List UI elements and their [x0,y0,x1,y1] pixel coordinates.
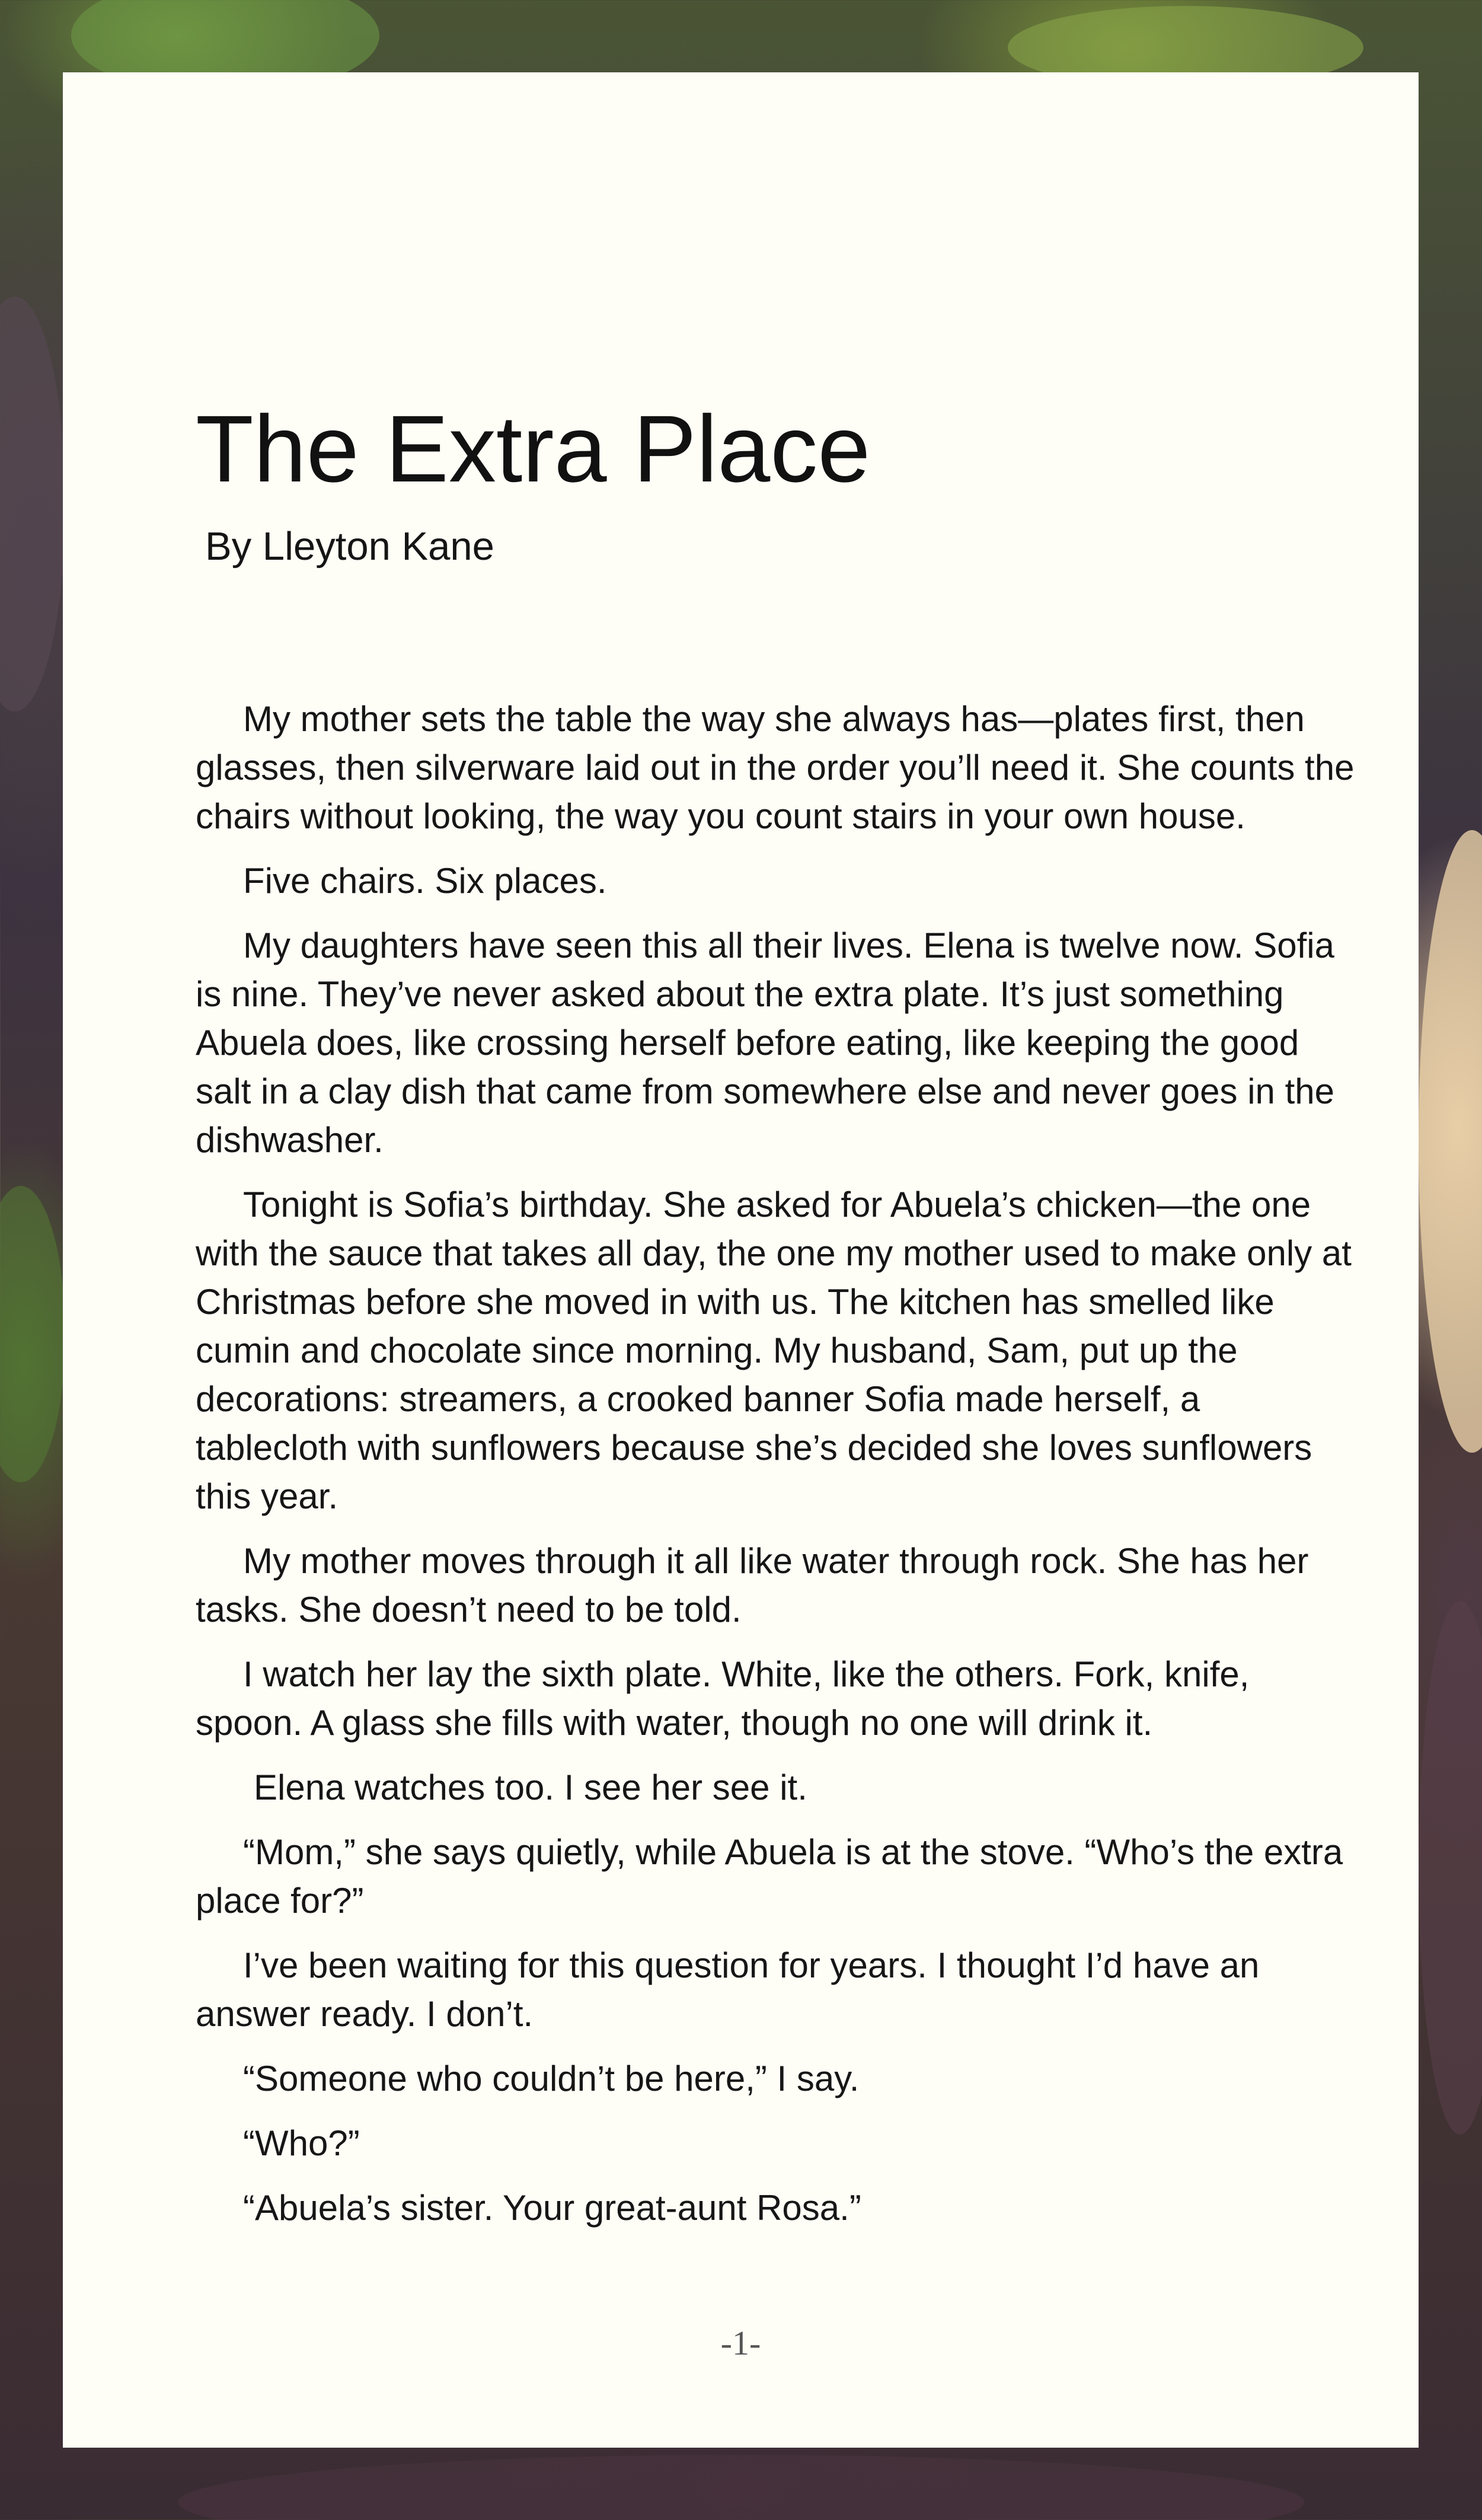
background-bark [178,2455,1304,2520]
paragraph: My mother sets the table the way she always has—plates first, then glasses, then silverware laid out in the order you’ll need it. She counts the chairs without looking, the way you count stairs in your own house. [196,699,1355,836]
paragraph: My mother moves through it all like water through rock. She has her tasks. She doesn’t need to be told. [196,1541,1309,1629]
story-page [63,72,1419,2448]
background-mushroom [1419,830,1482,1453]
paragraph: “Mom,” she says quietly, while Abuela is at the stove. “Who’s the extra place for?” [196,1832,1343,1921]
paragraph: “Who?” [243,2123,360,2163]
paragraph: Elena watches too. I see her see it. [254,1768,807,1807]
paragraph: “Abuela’s sister. Your great-aunt Rosa.” [243,2188,861,2228]
paragraph: “Someone who couldn’t be here,” I say. [243,2059,860,2098]
paragraph: Tonight is Sofia’s birthday. She asked for Abuela’s chicken—the one with the sauce that takes all day, the one my mother used to make only at Christmas before she moved in with us. The kitchen has smelled like cumin and chocolate since morning. My husband, Sam, put up the decorations: streamers, a crooked banner Sofia made herself, a tablecloth with sunflowers because she’s decided she loves sunflowers this year. [196,1185,1352,1516]
story-title: The Extra Place [196,395,871,502]
background-bark [1419,1601,1482,2135]
page-number: -1- [720,2324,761,2362]
paragraph: I watch her lay the sixth plate. White, like the others. Fork, knife, spoon. A glass she fills with water, though no one will drink it. [196,1654,1250,1743]
paragraph: Five chairs. Six places. [243,861,607,901]
background-moss [0,1186,65,1482]
author-byline: By Lleyton Kane [205,524,494,569]
paragraph: I’ve been waiting for this question for years. I thought I’d have an answer ready. I don’t. [196,1945,1260,2034]
paragraph: My daughters have seen this all their lives. Elena is twelve now. Sofia is nine. They’ve never asked about the extra plate. It’s just something Abuela does, like crossing herself before eating, like keeping the good salt in a clay dish that came from somewhere else and never goes in the dishwasher. [196,926,1334,1160]
background-bark [0,296,65,712]
story-body [196,695,1358,2248]
